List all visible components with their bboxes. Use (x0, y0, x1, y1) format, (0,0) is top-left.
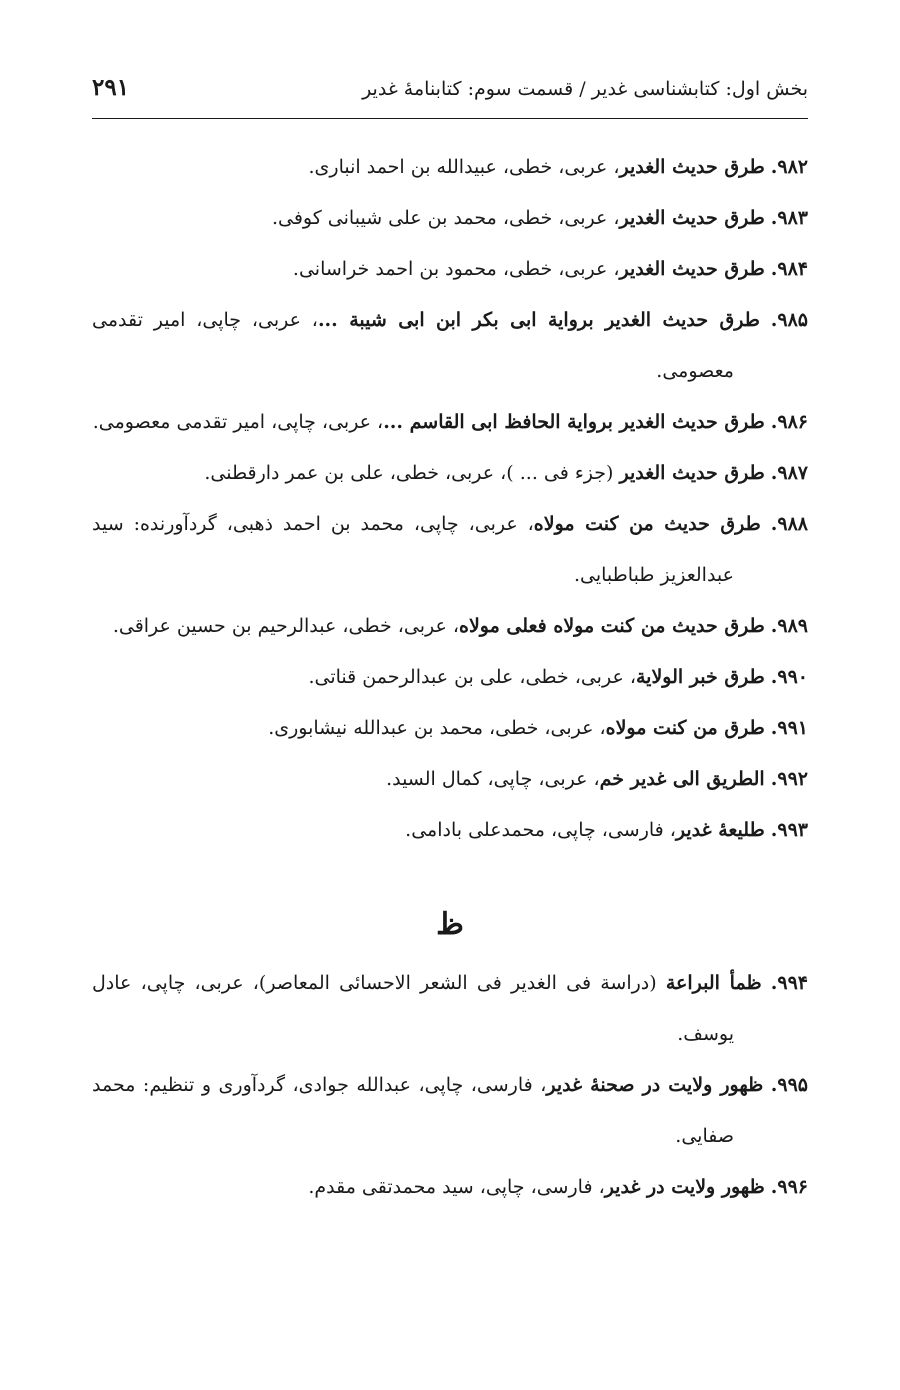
entry-details: ، عربی، چاپی، محمد بن احمد ذهبی، گردآورنده: سید عبدالعزیز طباطبایی. (92, 513, 734, 586)
entry-details: ، عربی، خطی، محمد بن عبدالله نیشابوری. (268, 717, 606, 739)
entry-title: ظهور ولايت در صحنۀ غدير (546, 1074, 764, 1096)
entry-title: طرق حديث الغدير برواية ابی بکر ابن ابی شيبة ... (317, 309, 760, 331)
entry-details: ، عربی، خطی، عبدالرحیم بن حسین عراقی. (112, 615, 459, 637)
entry-number: ۹۹۶. (770, 1176, 808, 1198)
entry-number: ۹۹۵. (770, 1074, 808, 1096)
bibliography-entry (92, 1162, 808, 1213)
entry-details: ، عربی، خطی، علی بن عبدالرحمن قناتی. (308, 666, 636, 688)
entry-title: الطريق الی غدير خم (599, 768, 765, 790)
section-letter-heading: ظ (436, 907, 464, 942)
page-header (92, 72, 808, 119)
bibliography-entry (92, 805, 808, 856)
bibliography-entry (92, 193, 808, 244)
entry-title: طرق من كنت مولاه (605, 717, 765, 739)
entry-details: (جزء فی ... )، عربی، خطی، علی بن عمر دارقطنی. (204, 462, 620, 484)
entry-title: طرق حديث الغدير برواية الحافظ ابی القاسم ... (383, 411, 765, 433)
entry-title: طرق حديث الغدير (619, 462, 765, 484)
bibliography-entry (92, 1060, 808, 1162)
page-number: ۲۹۱ (92, 74, 130, 101)
entry-number: ۹۹۲. (770, 768, 808, 790)
bibliography-entry (92, 499, 808, 601)
entry-title: ظمأ البراعة (665, 972, 762, 994)
entry-title: طليعۀ غدير (675, 819, 765, 841)
bibliography-list (92, 142, 808, 1213)
bibliography-entry (92, 448, 808, 499)
entry-details: (دراسة فی الغدير فی الشعر الاحسائی المعاصر)، عربی، چاپی، عادل یوسف. (92, 972, 734, 1045)
entry-details: ، عربی، خطی، محمود بن احمد خراسانی. (292, 258, 620, 280)
entry-number: ۹۸۴. (770, 258, 808, 280)
bibliography-entry (92, 244, 808, 295)
entry-number: ۹۹۴. (770, 972, 808, 994)
bibliography-entry (92, 295, 808, 397)
entry-title: طرق خبر الولاية (635, 666, 765, 688)
entry-number: ۹۸۹. (770, 615, 808, 637)
bibliography-entry (92, 397, 808, 448)
bibliography-entry (92, 142, 808, 193)
entry-number: ۹۹۱. (770, 717, 808, 739)
entry-details: ، فارسی، چاپی، عبدالله جوادی، گردآوری و تنظیم: محمد صفایی. (92, 1074, 734, 1147)
entry-title: طرق حديث الغدير (619, 207, 765, 229)
entry-number: ۹۹۳. (770, 819, 808, 841)
entry-title: طرق حديث الغدير (619, 258, 765, 280)
entry-details: ، عربی، چاپی، کمال السید. (386, 768, 600, 790)
entry-details: ، عربی، چاپی، امیر تقدمی معصومی. (92, 309, 734, 382)
entry-details: ، فارسی، چاپی، سید محمدتقی مقدم. (308, 1176, 605, 1198)
entry-number: ۹۸۷. (770, 462, 808, 484)
entry-title: طرق حديث من كنت مولاه (533, 513, 761, 535)
bibliography-entry (92, 601, 808, 652)
entry-number: ۹۸۸. (770, 513, 808, 535)
entry-details: ، عربی، خطی، عبیدالله بن احمد انباری. (308, 156, 620, 178)
entry-title: ظهور ولايت در غدير (604, 1176, 765, 1198)
bibliography-entry (92, 703, 808, 754)
running-head: بخش اول: کتابشناسی غدیر / قسمت سوم: کتابنامۀ غدیر (362, 78, 808, 100)
entry-number: ۹۹۰. (770, 666, 808, 688)
entry-title: طرق حديث من كنت مولاه فعلی مولاه (458, 615, 765, 637)
bibliography-entry (92, 652, 808, 703)
entry-number: ۹۸۵. (770, 309, 808, 331)
bibliography-entry (92, 754, 808, 805)
entry-details: ، فارسی، چاپی، محمدعلی بادامی. (405, 819, 676, 841)
entry-details: ، عربی، چاپی، امیر تقدمی معصومی. (92, 411, 384, 433)
bibliography-entry (92, 958, 808, 1060)
entry-number: ۹۸۲. (770, 156, 808, 178)
entry-number: ۹۸۶. (770, 411, 808, 433)
entry-title: طرق حديث الغدير (619, 156, 765, 178)
entry-number: ۹۸۳. (770, 207, 808, 229)
entry-details: ، عربی، خطی، محمد بن علی شیبانی کوفی. (271, 207, 620, 229)
